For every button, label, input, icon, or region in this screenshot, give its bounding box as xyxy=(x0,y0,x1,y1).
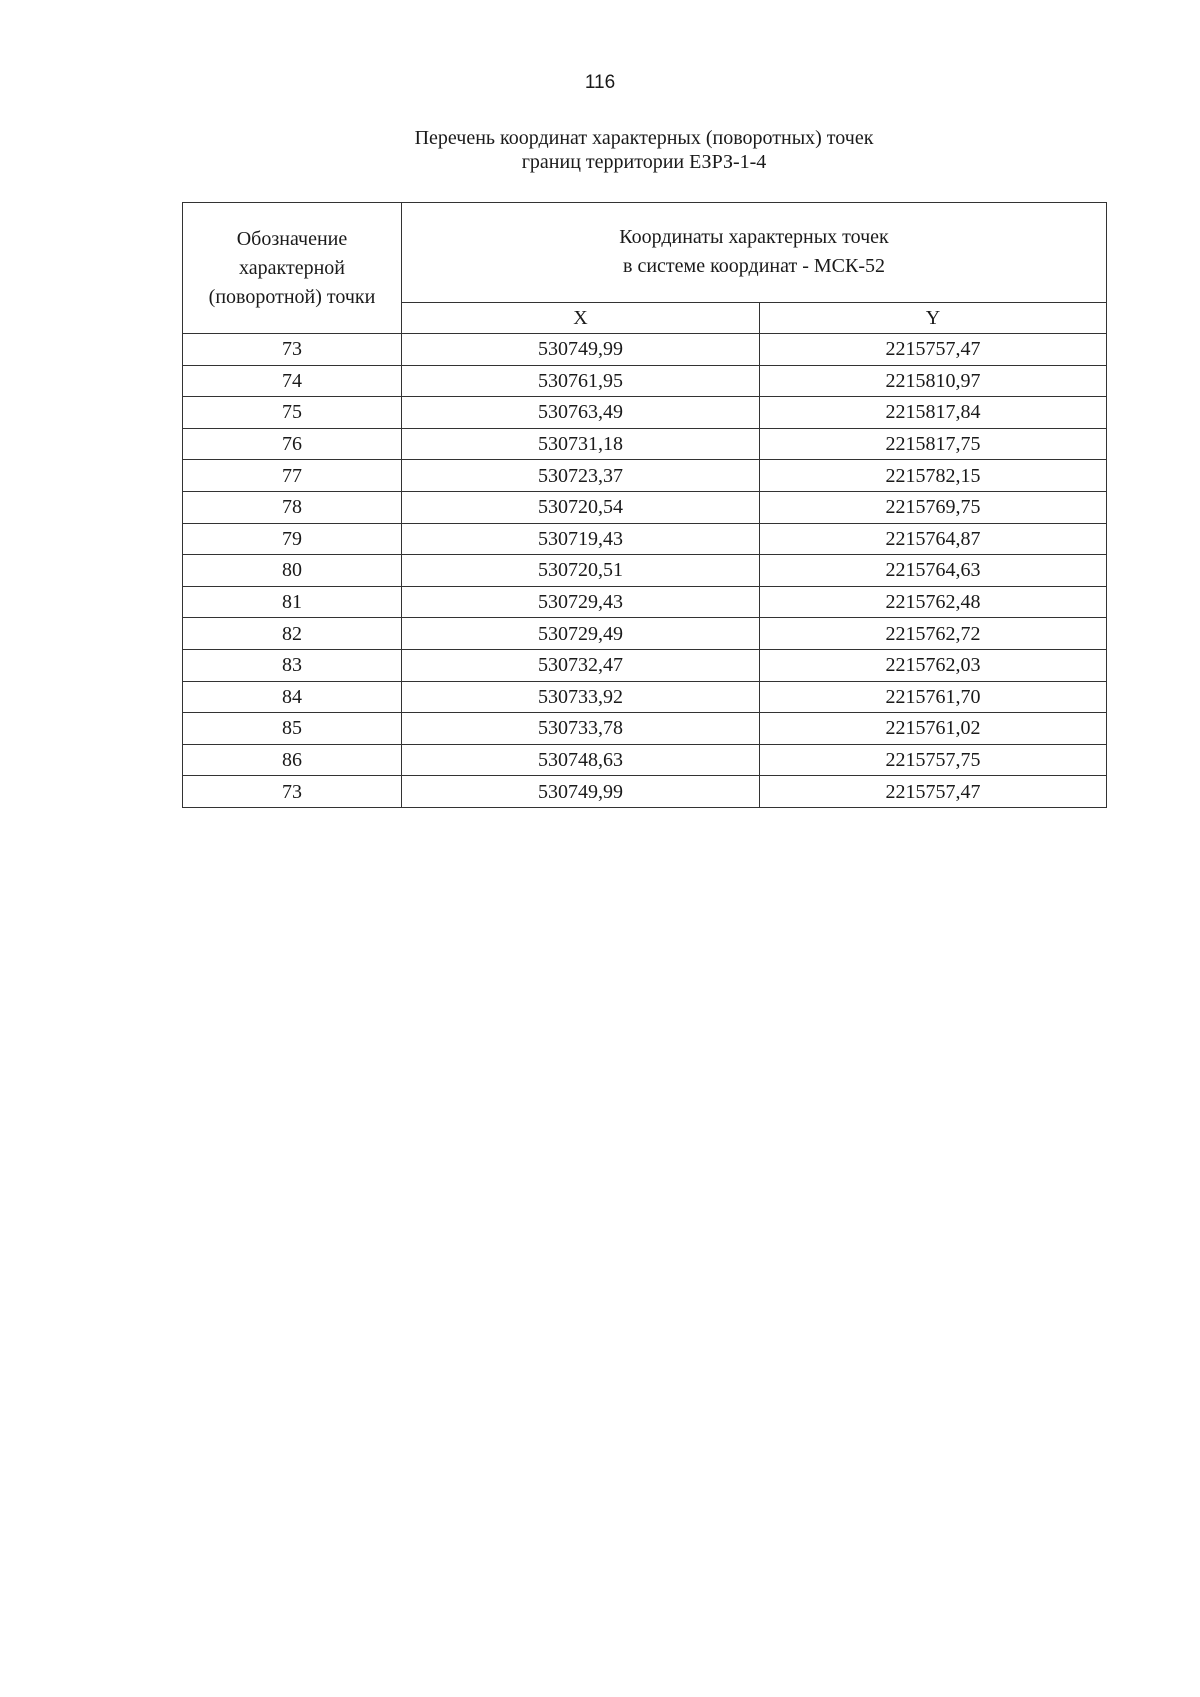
cell-y: 2215762,03 xyxy=(760,649,1107,681)
header-point-line-2: характерной xyxy=(239,256,345,279)
cell-x: 530723,37 xyxy=(402,460,760,492)
cell-x: 530763,49 xyxy=(402,397,760,429)
cell-point: 73 xyxy=(183,334,402,366)
table-row xyxy=(183,681,1107,713)
table-row xyxy=(183,776,1107,808)
cell-point: 82 xyxy=(183,618,402,650)
cell-y: 2215764,63 xyxy=(760,555,1107,587)
document-title-line-1: Перечень координат характерных (поворотных) точек xyxy=(414,127,874,149)
cell-x: 530732,47 xyxy=(402,649,760,681)
cell-x: 530733,92 xyxy=(402,681,760,713)
document-title xyxy=(0,126,1200,174)
cell-y: 2215762,72 xyxy=(760,618,1107,650)
cell-x: 530729,43 xyxy=(402,586,760,618)
cell-y: 2215817,84 xyxy=(760,397,1107,429)
header-y: Y xyxy=(760,302,1107,333)
cell-x: 530729,49 xyxy=(402,618,760,650)
page-number: 116 xyxy=(584,72,616,93)
table-row xyxy=(183,744,1107,776)
document-title-line-2: границ территории ЕЗРЗ-1-4 xyxy=(521,151,767,173)
cell-x: 530719,43 xyxy=(402,523,760,555)
cell-point: 81 xyxy=(183,586,402,618)
table-row xyxy=(183,713,1107,745)
header-x: X xyxy=(402,302,760,333)
table-row xyxy=(183,397,1107,429)
header-coords-line-2: в системе координат - МСК-52 xyxy=(623,255,885,278)
cell-x: 530733,78 xyxy=(402,713,760,745)
table-row xyxy=(183,586,1107,618)
cell-point: 74 xyxy=(183,365,402,397)
table-header xyxy=(183,203,1107,334)
cell-point: 86 xyxy=(183,744,402,776)
table-row xyxy=(183,460,1107,492)
header-point-designation xyxy=(183,203,402,334)
cell-point: 73 xyxy=(183,776,402,808)
cell-y: 2215764,87 xyxy=(760,523,1107,555)
cell-y: 2215757,75 xyxy=(760,744,1107,776)
cell-y: 2215817,75 xyxy=(760,428,1107,460)
table-row xyxy=(183,428,1107,460)
table-row xyxy=(183,649,1107,681)
table-row xyxy=(183,334,1107,366)
cell-point: 75 xyxy=(183,397,402,429)
coordinates-table xyxy=(182,202,1107,808)
cell-x: 530761,95 xyxy=(402,365,760,397)
header-coordinate-system xyxy=(402,203,1107,303)
header-point-line-3: (поворотной) точки xyxy=(208,285,376,308)
cell-point: 78 xyxy=(183,491,402,523)
cell-point: 77 xyxy=(183,460,402,492)
cell-y: 2215757,47 xyxy=(760,334,1107,366)
cell-point: 80 xyxy=(183,555,402,587)
cell-x: 530749,99 xyxy=(402,334,760,366)
header-coords-line-1: Координаты характерных точек xyxy=(619,226,889,249)
header-point-line-1: Обозначение xyxy=(236,227,348,250)
cell-point: 76 xyxy=(183,428,402,460)
cell-x: 530720,51 xyxy=(402,555,760,587)
cell-point: 79 xyxy=(183,523,402,555)
table-row xyxy=(183,365,1107,397)
cell-point: 85 xyxy=(183,713,402,745)
cell-y: 2215782,15 xyxy=(760,460,1107,492)
table-row xyxy=(183,618,1107,650)
cell-y: 2215757,47 xyxy=(760,776,1107,808)
table-row xyxy=(183,523,1107,555)
cell-x: 530731,18 xyxy=(402,428,760,460)
cell-point: 83 xyxy=(183,649,402,681)
cell-y: 2215810,97 xyxy=(760,365,1107,397)
cell-y: 2215761,70 xyxy=(760,681,1107,713)
cell-y: 2215769,75 xyxy=(760,491,1107,523)
cell-y: 2215761,02 xyxy=(760,713,1107,745)
cell-y: 2215762,48 xyxy=(760,586,1107,618)
table-row xyxy=(183,555,1107,587)
cell-x: 530748,63 xyxy=(402,744,760,776)
cell-x: 530749,99 xyxy=(402,776,760,808)
table-row xyxy=(183,491,1107,523)
table-body xyxy=(183,334,1107,808)
cell-x: 530720,54 xyxy=(402,491,760,523)
cell-point: 84 xyxy=(183,681,402,713)
